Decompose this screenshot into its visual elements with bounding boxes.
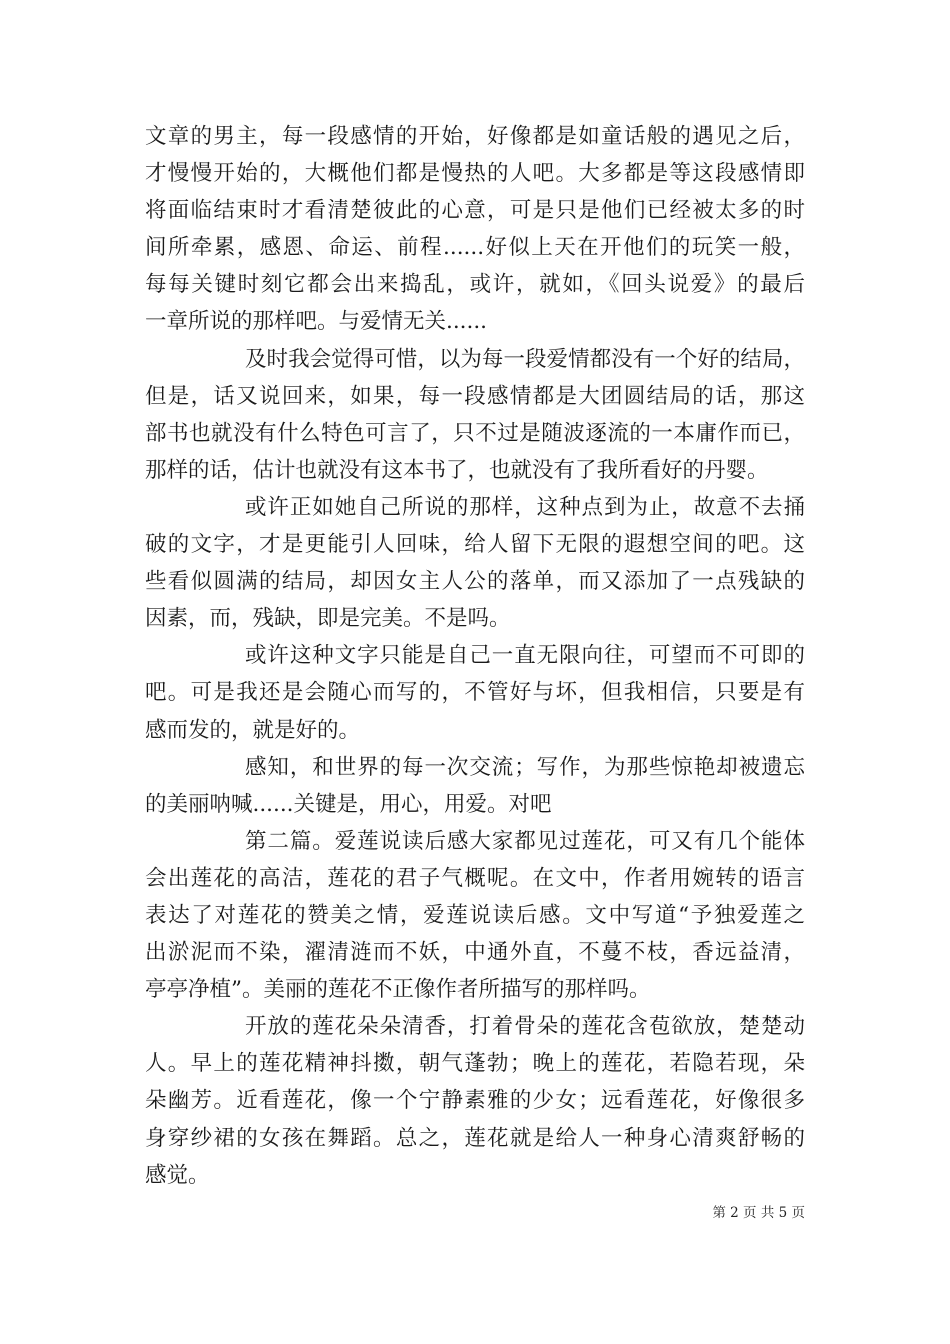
text-line: 人。早上的莲花精神抖擞，朝气蓬勃；晚上的莲花，若隐若现，朵 <box>145 1051 805 1077</box>
text-line: 才慢慢开始的，大概他们都是慢热的人吧。大多都是等这段感情即 <box>145 161 805 187</box>
text-line: 亭亭净植”。美丽的莲花不正像作者所描写的那样吗。 <box>145 977 651 1003</box>
text-line: 破的文字，才是更能引人回味，给人留下无限的遐想空间的吧。这 <box>145 532 805 558</box>
text-line: 表达了对莲花的赞美之情，爱莲说读后感。文中写道“予独爱莲之 <box>145 902 805 928</box>
text-line: 将面临结束时才看清楚彼此的心意，可是只是他们已经被太多的时 <box>145 198 805 224</box>
text-line: 但是，话又说回来，如果，每一段感情都是大团圆结局的话，那这 <box>145 383 805 409</box>
text-line: 或许正如她自己所说的那样，这种点到为止，故意不去捅 <box>245 494 805 520</box>
page-number-footer: 第 2 页 共 5 页 <box>712 1205 805 1221</box>
text-line: 那样的话，估计也就没有这本书了，也就没有了我所看好的丹婴。 <box>145 457 769 483</box>
text-line: 因素，而，残缺，即是完美。不是吗。 <box>145 606 511 632</box>
text-line: 感而发的，就是好的。 <box>145 717 361 743</box>
text-line: 身穿纱裙的女孩在舞蹈。总之，莲花就是给人一种身心清爽舒畅的 <box>145 1125 805 1151</box>
text-line: 出淤泥而不染，濯清涟而不妖，中通外直，不蔓不枝，香远益清， <box>145 940 805 966</box>
text-line: 些看似圆满的结局，却因女主人公的落单，而又添加了一点残缺的 <box>145 569 805 595</box>
text-line: 开放的莲花朵朵清香，打着骨朵的莲花含苞欲放，楚楚动 <box>245 1014 805 1040</box>
text-line: 一章所说的那样吧。与爱情无关...... <box>145 309 488 335</box>
text-line: 感知，和世界的每一次交流；写作，为那些惊艳却被遗忘 <box>245 754 805 780</box>
body-text <box>145 118 805 1194</box>
text-line: 感觉。 <box>145 1162 210 1188</box>
text-line: 朵幽芳。近看莲花，像一个宁静素雅的少女；远看莲花，好像很多 <box>145 1088 805 1114</box>
text-line: 及时我会觉得可惜，以为每一段爱情都没有一个好的结局， <box>245 346 805 372</box>
text-line: 会出莲花的高洁，莲花的君子气概呢。在文中，作者用婉转的语言 <box>145 865 805 891</box>
text-line: 每每关键时刻它都会出来捣乱，或许，就如，《回头说爱》的最后 <box>145 272 805 298</box>
text-line: 或许这种文字只能是自己一直无限向往，可望而不可即的 <box>245 643 805 669</box>
text-line: 间所牵累，感恩、命运、前程......好似上天在开他们的玩笑一般， <box>145 235 805 261</box>
text-line: 的美丽呐喊......关键是，用心，用爱。对吧 <box>145 791 552 817</box>
text-line: 部书也就没有什么特色可言了，只不过是随波逐流的一本庸作而已， <box>145 420 805 446</box>
text-line: 吧。可是我还是会随心而写的，不管好与坏，但我相信，只要是有 <box>145 680 805 706</box>
text-line: 第二篇。爱莲说读后感大家都见过莲花，可又有几个能体 <box>245 828 805 854</box>
text-line: 文章的男主，每一段感情的开始，好像都是如童话般的遇见之后， <box>145 124 805 149</box>
